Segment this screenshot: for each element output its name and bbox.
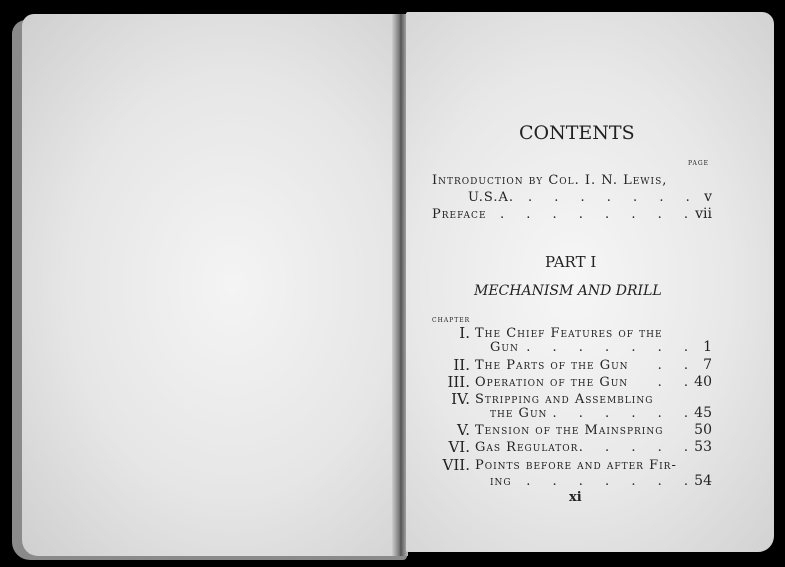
- toc-intro-cont: U.S.A.: [468, 190, 514, 205]
- page-folio: xi: [569, 490, 582, 505]
- chapter-number: II.: [453, 356, 470, 374]
- chapter-page: 7: [703, 357, 712, 373]
- toc-preface-title: Preface: [432, 207, 487, 222]
- chapter-number: III.: [447, 373, 470, 391]
- chapter-title-cont: ing: [490, 474, 512, 489]
- chapter-number: I.: [459, 324, 470, 342]
- toc-intro-leader: . . . . . . .: [528, 190, 699, 205]
- chapter-title: Tension of the Mainspring: [475, 423, 664, 438]
- chapter-leader: . .: [657, 375, 697, 390]
- chapter-title: Gas Regulator: [475, 440, 579, 455]
- chapter-number: VI.: [448, 438, 470, 456]
- chapter-title-cont: Gun: [490, 340, 519, 355]
- chapter-page: 40: [694, 374, 712, 390]
- toc-intro-title: Introduction by Col. I. N. Lewis,: [432, 173, 668, 188]
- chapter-page: 53: [694, 439, 712, 455]
- toc-preface-leader: . . . . . . . .: [500, 207, 697, 222]
- chapter-title: Points before and after Fir-: [475, 458, 677, 473]
- chapter-title: The Parts of the Gun: [475, 358, 629, 373]
- chapter-number: VII.: [442, 456, 470, 474]
- part-label: PART I: [545, 253, 597, 271]
- chapter-page: 54: [694, 473, 712, 489]
- chapter-leader: . . . . .: [578, 440, 697, 455]
- chapter-page: 1: [703, 339, 712, 355]
- toc-preface-page: vii: [695, 206, 712, 222]
- chapter-leader: . .: [657, 358, 697, 373]
- chapter-page: 50: [694, 422, 712, 438]
- toc-intro-page: v: [704, 189, 712, 205]
- left-page-blank: [22, 14, 404, 556]
- chapter-column-heading: CHAPTER: [432, 317, 471, 324]
- chapter-leader: . . . . . .: [552, 406, 697, 421]
- chapter-title: The Chief Features of the: [475, 326, 663, 341]
- chapter-number: IV.: [451, 390, 470, 408]
- chapter-leader: . . . . . . .: [526, 474, 697, 489]
- chapter-title: Operation of the Gun: [475, 375, 629, 390]
- chapter-title: Stripping and Assembling: [475, 392, 654, 407]
- chapter-title-cont: the Gun: [490, 406, 548, 421]
- chapter-number: V.: [457, 421, 470, 439]
- chapter-leader: . . . . . . .: [526, 340, 697, 355]
- chapter-page: 45: [694, 405, 712, 421]
- page-column-heading: PAGE: [688, 160, 709, 167]
- contents-title: CONTENTS: [519, 122, 635, 144]
- part-subtitle: MECHANISM AND DRILL: [474, 283, 662, 299]
